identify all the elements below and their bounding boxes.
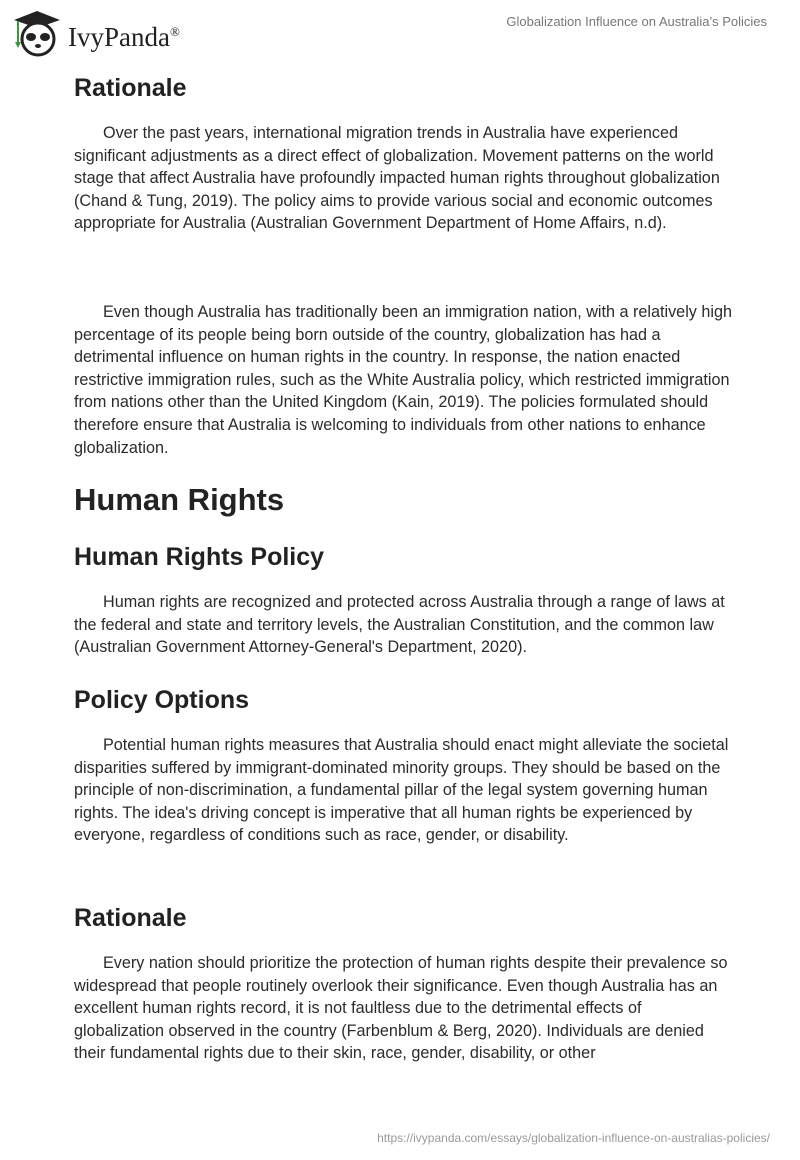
- heading-human-rights-policy: Human Rights Policy: [74, 543, 325, 571]
- panda-graduate-icon: [10, 8, 64, 58]
- paragraph: Even though Australia has traditionally been an immigration nation, with a relatively high percentage of its people being born outside of the country, globalization has had a detrimental influence on human rights in the country. In response, the nation enacted restrictive immigration rules, such as the White Australia policy, which restricted immigration from nations other than the United Kingdom (Kain, 2019). The policies formulated should therefore ensure that Australia is welcoming to individuals from other nations to enhance globalization.: [74, 303, 732, 457]
- document-title: Globalization Influence on Australia’s Policies: [506, 14, 767, 29]
- paragraph: Over the past years, international migration trends in Australia have experienced significant adjustments as a direct effect of globalization. Movement patterns on the world stage that affect Australia have profoundly impacted human rights throughout globalization (Chand & Tung, 2019). The policy aims to provide various social and economic outcomes appropriate for Australia (Australian Government Department of Home Affairs, n.d).: [74, 124, 720, 233]
- heading-rationale: Rationale: [74, 904, 187, 932]
- paragraph: Potential human rights measures that Australia should enact might alleviate the societal disparities suffered by immigrant-dominated minority groups. They should be based on the principle of non-discrimination, a fundamental pillar of the legal system governing human rights. The idea's driving concept is imperative that all human rights be experienced by everyone, regardless of conditions such as race, gender, or disability.: [74, 736, 729, 845]
- ivypanda-logo[interactable]: [10, 8, 180, 58]
- heading-rationale: Rationale: [74, 74, 187, 102]
- heading-human-rights: Human Rights: [74, 482, 285, 517]
- paragraph: Every nation should prioritize the protection of human rights despite their prevalence so widespread that people routinely overlook their significance. Even though Australia has an excellent human rights record, it is not faultless due to the detrimental effects of globalization observed in the country (Farbenblum & Berg, 2020). Individuals are denied their fundamental rights due to their skin, race, gender, disability, or other: [74, 954, 728, 1063]
- logo-text: IvyPanda®: [68, 21, 180, 52]
- heading-policy-options: Policy Options: [74, 686, 250, 714]
- paragraph: Human rights are recognized and protected across Australia through a range of laws at the federal and state and territory levels, the Australian Constitution, and the common law (Australian Government Attorney-General's Department, 2020).: [74, 593, 725, 657]
- footer-url[interactable]: https://ivypanda.com/essays/globalization-influence-on-australias-policies/: [377, 1131, 770, 1145]
